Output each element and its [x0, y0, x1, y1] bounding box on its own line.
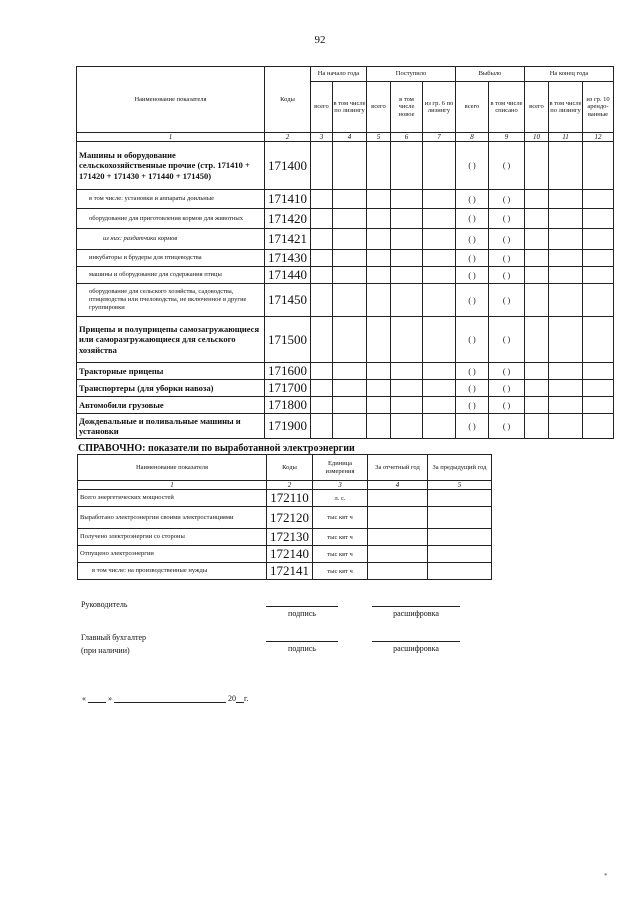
- table-row: [77, 363, 614, 380]
- accountant-signature-line[interactable]: [266, 641, 338, 642]
- header-name: Наименование показателя: [77, 67, 265, 133]
- table-row: [77, 267, 614, 284]
- cell-c9[interactable]: ( ): [489, 397, 525, 414]
- row-code: 171400: [265, 142, 311, 190]
- cell-c3[interactable]: [311, 142, 333, 190]
- cell-c10[interactable]: [525, 209, 549, 229]
- cell-c9[interactable]: ( ): [489, 363, 525, 380]
- date-line: [82, 694, 248, 703]
- header-c10: всего: [525, 82, 549, 133]
- cell-c3[interactable]: [311, 250, 333, 267]
- cell-c12[interactable]: [583, 190, 614, 209]
- header-c5: всего: [367, 82, 391, 133]
- cell-c5[interactable]: [367, 284, 391, 317]
- column-numbers-row: [77, 133, 614, 142]
- header-codes: Коды: [265, 67, 311, 133]
- page-number: 92: [314, 34, 326, 46]
- cell-c6[interactable]: [391, 317, 423, 363]
- cell-c8[interactable]: ( ): [456, 190, 489, 209]
- cell-c12[interactable]: [583, 142, 614, 190]
- cell-c12[interactable]: [583, 397, 614, 414]
- ref-row-name: Отпущено электроэнергии: [78, 546, 267, 563]
- date-open-quote: «: [82, 694, 86, 703]
- cell-c11[interactable]: [549, 317, 583, 363]
- date-year-suffix: г.: [244, 694, 249, 703]
- header-c12: из гр. 10 арендо-ванные: [583, 82, 614, 133]
- cell-c3[interactable]: [311, 284, 333, 317]
- date-year-field[interactable]: [236, 694, 244, 703]
- cell-c11[interactable]: [549, 284, 583, 317]
- col-number: 3: [313, 481, 368, 490]
- cell-c11[interactable]: [549, 142, 583, 190]
- ref-header-name: Наименование показателя: [78, 455, 267, 481]
- cell-current[interactable]: [368, 490, 428, 507]
- ref-row-code: 172120: [267, 507, 313, 529]
- cell-c6[interactable]: [391, 363, 423, 380]
- cell-c10[interactable]: [525, 363, 549, 380]
- row-name: Тракторные прицепы: [77, 363, 265, 380]
- cell-c4[interactable]: [333, 142, 367, 190]
- head-signature-caption: подпись: [288, 609, 316, 618]
- cell-c9[interactable]: ( ): [489, 142, 525, 190]
- cell-c12[interactable]: [583, 363, 614, 380]
- row-code: 171600: [265, 363, 311, 380]
- cell-c11[interactable]: [549, 250, 583, 267]
- header-c3: всего: [311, 82, 333, 133]
- cell-c6[interactable]: [391, 397, 423, 414]
- ref-header-codes: Коды: [267, 455, 313, 481]
- accountant-signature-caption: подпись: [288, 644, 316, 653]
- cell-c5[interactable]: [367, 267, 391, 284]
- row-code: 171500: [265, 317, 311, 363]
- cell-c3[interactable]: [311, 363, 333, 380]
- head-signature-line[interactable]: [266, 606, 338, 607]
- cell-c12[interactable]: [583, 250, 614, 267]
- cell-c8[interactable]: ( ): [456, 267, 489, 284]
- header-group-out: Выбыло: [456, 67, 525, 82]
- cell-c4[interactable]: [333, 284, 367, 317]
- cell-c8[interactable]: ( ): [456, 250, 489, 267]
- cell-c7[interactable]: [423, 363, 456, 380]
- cell-previous[interactable]: [428, 529, 492, 546]
- cell-c9[interactable]: ( ): [489, 414, 525, 439]
- cell-c9[interactable]: ( ): [489, 209, 525, 229]
- cell-c5[interactable]: [367, 317, 391, 363]
- cell-c11[interactable]: [549, 209, 583, 229]
- cell-c4[interactable]: [333, 229, 367, 250]
- cell-c8[interactable]: ( ): [456, 397, 489, 414]
- row-code: 171420: [265, 209, 311, 229]
- cell-c4[interactable]: [333, 380, 367, 397]
- cell-current[interactable]: [368, 507, 428, 529]
- date-close-quote: »: [108, 694, 112, 703]
- row-code: 171410: [265, 190, 311, 209]
- col-number: 10: [525, 133, 549, 142]
- cell-c5[interactable]: [367, 209, 391, 229]
- col-number: 1: [77, 133, 265, 142]
- cell-c5[interactable]: [367, 397, 391, 414]
- cell-c7[interactable]: [423, 229, 456, 250]
- ref-row-name: Получено электроэнергии со стороны: [78, 529, 267, 546]
- cell-c6[interactable]: [391, 284, 423, 317]
- cell-c7[interactable]: [423, 190, 456, 209]
- table-row: [78, 563, 492, 580]
- cell-c4[interactable]: [333, 397, 367, 414]
- cell-c7[interactable]: [423, 209, 456, 229]
- cell-c10[interactable]: [525, 250, 549, 267]
- cell-c12[interactable]: [583, 414, 614, 439]
- cell-previous[interactable]: [428, 490, 492, 507]
- cell-previous[interactable]: [428, 563, 492, 580]
- ref-row-code: 172110: [267, 490, 313, 507]
- header-c11: в том числе по лизингу: [549, 82, 583, 133]
- ref-row-unit: тыс квт ч: [313, 529, 368, 546]
- cell-c11[interactable]: [549, 363, 583, 380]
- ref-column-numbers-row: [78, 481, 492, 490]
- col-number: 4: [333, 133, 367, 142]
- cell-c12[interactable]: [583, 380, 614, 397]
- col-number: 4: [368, 481, 428, 490]
- cell-c8[interactable]: ( ): [456, 317, 489, 363]
- cell-c6[interactable]: [391, 209, 423, 229]
- cell-c5[interactable]: [367, 142, 391, 190]
- ref-row-unit: тыс квт ч: [313, 563, 368, 580]
- cell-c5[interactable]: [367, 363, 391, 380]
- cell-current[interactable]: [368, 529, 428, 546]
- cell-c7[interactable]: [423, 317, 456, 363]
- cell-c5[interactable]: [367, 229, 391, 250]
- header-c8: всего: [456, 82, 489, 133]
- cell-c9[interactable]: ( ): [489, 380, 525, 397]
- row-code: 171430: [265, 250, 311, 267]
- header-group-in: Поступило: [367, 67, 456, 82]
- cell-c12[interactable]: [583, 317, 614, 363]
- table-row: [77, 142, 614, 190]
- row-code: 171800: [265, 397, 311, 414]
- row-name: Дождевальные и поливальные машины и установки: [77, 414, 265, 439]
- cell-c7[interactable]: [423, 397, 456, 414]
- cell-c7[interactable]: [423, 142, 456, 190]
- col-number: 5: [428, 481, 492, 490]
- ref-row-name: Всего энергетических мощностей: [78, 490, 267, 507]
- cell-c9[interactable]: ( ): [489, 190, 525, 209]
- reference-section-title: СПРАВОЧНО: показатели по выработанной электроэнергии: [78, 443, 355, 454]
- cell-c4[interactable]: [333, 363, 367, 380]
- cell-c6[interactable]: [391, 142, 423, 190]
- row-name: Автомобили грузовые: [77, 397, 265, 414]
- cell-c4[interactable]: [333, 414, 367, 439]
- ref-header-unit: Единица измерения: [313, 455, 368, 481]
- cell-c6[interactable]: [391, 229, 423, 250]
- cell-previous[interactable]: [428, 507, 492, 529]
- row-code: 171700: [265, 380, 311, 397]
- row-code: 171421: [265, 229, 311, 250]
- ref-header-current: За отчетный год: [368, 455, 428, 481]
- cell-c12[interactable]: [583, 267, 614, 284]
- ref-header-previous: За предыдущий год: [428, 455, 492, 481]
- cell-c3[interactable]: [311, 209, 333, 229]
- row-code: 171450: [265, 284, 311, 317]
- cell-c9[interactable]: ( ): [489, 229, 525, 250]
- cell-c7[interactable]: [423, 414, 456, 439]
- cell-c5[interactable]: [367, 190, 391, 209]
- cell-c12[interactable]: [583, 229, 614, 250]
- cell-c5[interactable]: [367, 380, 391, 397]
- col-number: 5: [367, 133, 391, 142]
- date-day-field[interactable]: [88, 694, 106, 703]
- table-row: [78, 507, 492, 529]
- cell-c11[interactable]: [549, 397, 583, 414]
- cell-c11[interactable]: [549, 229, 583, 250]
- header-group-end: На конец года: [525, 67, 614, 82]
- cell-c3[interactable]: [311, 267, 333, 284]
- col-number: 11: [549, 133, 583, 142]
- cell-c11[interactable]: [549, 267, 583, 284]
- cell-c6[interactable]: [391, 190, 423, 209]
- cell-c8[interactable]: ( ): [456, 209, 489, 229]
- corner-mark: *: [604, 872, 608, 880]
- head-label: Руководитель: [81, 600, 128, 609]
- cell-c7[interactable]: [423, 380, 456, 397]
- accountant-label: Главный бухгалтер: [81, 633, 146, 642]
- date-month-field[interactable]: [114, 694, 226, 703]
- cell-c5[interactable]: [367, 414, 391, 439]
- cell-c11[interactable]: [549, 190, 583, 209]
- cell-c10[interactable]: [525, 229, 549, 250]
- row-name: Машины и оборудование сельскохозяйственные прочие (стр. 171410 + 171420 + 171430 + 171440 + 171450): [77, 142, 265, 190]
- cell-c9[interactable]: ( ): [489, 250, 525, 267]
- ref-row-code: 172130: [267, 529, 313, 546]
- cell-c8[interactable]: ( ): [456, 380, 489, 397]
- cell-c11[interactable]: [549, 414, 583, 439]
- cell-previous[interactable]: [428, 546, 492, 563]
- head-decoding-line[interactable]: [372, 606, 460, 607]
- cell-c4[interactable]: [333, 209, 367, 229]
- table-row: [78, 490, 492, 507]
- ref-row-unit: тыс квт ч: [313, 507, 368, 529]
- accountant-sublabel: (при наличии): [81, 646, 130, 655]
- table-row: [77, 190, 614, 209]
- date-year-prefix: 20: [228, 694, 236, 703]
- cell-c9[interactable]: ( ): [489, 284, 525, 317]
- row-name: из них: раздатчики кормов: [77, 229, 265, 250]
- row-name: оборудование для приготовления кормов для животных: [77, 209, 265, 229]
- cell-c10[interactable]: [525, 142, 549, 190]
- ref-row-name: в том числе: на производственные нужды: [78, 563, 267, 580]
- cell-c10[interactable]: [525, 284, 549, 317]
- cell-c8[interactable]: ( ): [456, 284, 489, 317]
- accountant-decoding-line[interactable]: [372, 641, 460, 642]
- cell-c4[interactable]: [333, 317, 367, 363]
- fixed-assets-table: [76, 66, 614, 439]
- cell-c6[interactable]: [391, 267, 423, 284]
- ref-row-unit: л. с.: [313, 490, 368, 507]
- cell-c6[interactable]: [391, 380, 423, 397]
- cell-c3[interactable]: [311, 229, 333, 250]
- cell-c5[interactable]: [367, 250, 391, 267]
- row-name: инкубаторы и брудеры для птицеводства: [77, 250, 265, 267]
- cell-c6[interactable]: [391, 250, 423, 267]
- cell-c3[interactable]: [311, 414, 333, 439]
- table-row: [77, 414, 614, 439]
- table-row: [77, 397, 614, 414]
- cell-c4[interactable]: [333, 250, 367, 267]
- col-number: 7: [423, 133, 456, 142]
- ref-row-code: 172140: [267, 546, 313, 563]
- cell-c10[interactable]: [525, 267, 549, 284]
- cell-c11[interactable]: [549, 380, 583, 397]
- ref-row-unit: тыс квт ч: [313, 546, 368, 563]
- cell-c6[interactable]: [391, 414, 423, 439]
- col-number: 12: [583, 133, 614, 142]
- header-c7: из гр. 6 по лизингу: [423, 82, 456, 133]
- cell-c10[interactable]: [525, 317, 549, 363]
- col-number: 6: [391, 133, 423, 142]
- cell-c4[interactable]: [333, 190, 367, 209]
- col-number: 9: [489, 133, 525, 142]
- cell-c4[interactable]: [333, 267, 367, 284]
- header-c4: в том числе по лизингу: [333, 82, 367, 133]
- header-c6: в том числе новое: [391, 82, 423, 133]
- cell-current[interactable]: [368, 563, 428, 580]
- cell-c10[interactable]: [525, 414, 549, 439]
- ref-row-code: 172141: [267, 563, 313, 580]
- cell-c10[interactable]: [525, 190, 549, 209]
- table-row: [77, 380, 614, 397]
- ref-row-name: Выработано электроэнергии своими электростанциями: [78, 507, 267, 529]
- col-number: 1: [78, 481, 267, 490]
- col-number: 8: [456, 133, 489, 142]
- cell-c9[interactable]: ( ): [489, 317, 525, 363]
- cell-c12[interactable]: [583, 209, 614, 229]
- accountant-decoding-caption: расшифровка: [393, 644, 439, 653]
- cell-c8[interactable]: ( ): [456, 414, 489, 439]
- row-name: Прицепы и полуприцепы самозагружающиеся или саморазгружающиеся для сельского хозяйства: [77, 317, 265, 363]
- header-c9: в том числе списано: [489, 82, 525, 133]
- cell-c7[interactable]: [423, 267, 456, 284]
- table-row: [77, 284, 614, 317]
- table-row: [77, 317, 614, 363]
- row-code: 171900: [265, 414, 311, 439]
- cell-c8[interactable]: ( ): [456, 142, 489, 190]
- cell-c7[interactable]: [423, 284, 456, 317]
- cell-c3[interactable]: [311, 380, 333, 397]
- cell-c10[interactable]: [525, 380, 549, 397]
- row-name: в том числе: установки и аппараты доильные: [77, 190, 265, 209]
- header-group-start: На начало года: [311, 67, 367, 82]
- cell-c3[interactable]: [311, 317, 333, 363]
- row-name: оборудование для сельского хозяйства, садоводства, птицеводства или пчеловодства, не включенное в другие группировки: [77, 284, 265, 317]
- table-row: [77, 209, 614, 229]
- electricity-reference-table: [77, 454, 492, 580]
- row-name: Транспортеры (для уборки навоза): [77, 380, 265, 397]
- cell-c10[interactable]: [525, 397, 549, 414]
- cell-c3[interactable]: [311, 190, 333, 209]
- cell-c7[interactable]: [423, 250, 456, 267]
- row-name: машины и оборудование для содержания птицы: [77, 267, 265, 284]
- table-row: [78, 546, 492, 563]
- col-number: 2: [265, 133, 311, 142]
- cell-c12[interactable]: [583, 284, 614, 317]
- col-number: 3: [311, 133, 333, 142]
- cell-c3[interactable]: [311, 397, 333, 414]
- head-decoding-caption: расшифровка: [393, 609, 439, 618]
- cell-current[interactable]: [368, 546, 428, 563]
- table-row: [77, 229, 614, 250]
- col-number: 2: [267, 481, 313, 490]
- cell-c9[interactable]: ( ): [489, 267, 525, 284]
- row-code: 171440: [265, 267, 311, 284]
- table-row: [77, 250, 614, 267]
- cell-c8[interactable]: ( ): [456, 229, 489, 250]
- table-row: [78, 529, 492, 546]
- cell-c8[interactable]: ( ): [456, 363, 489, 380]
